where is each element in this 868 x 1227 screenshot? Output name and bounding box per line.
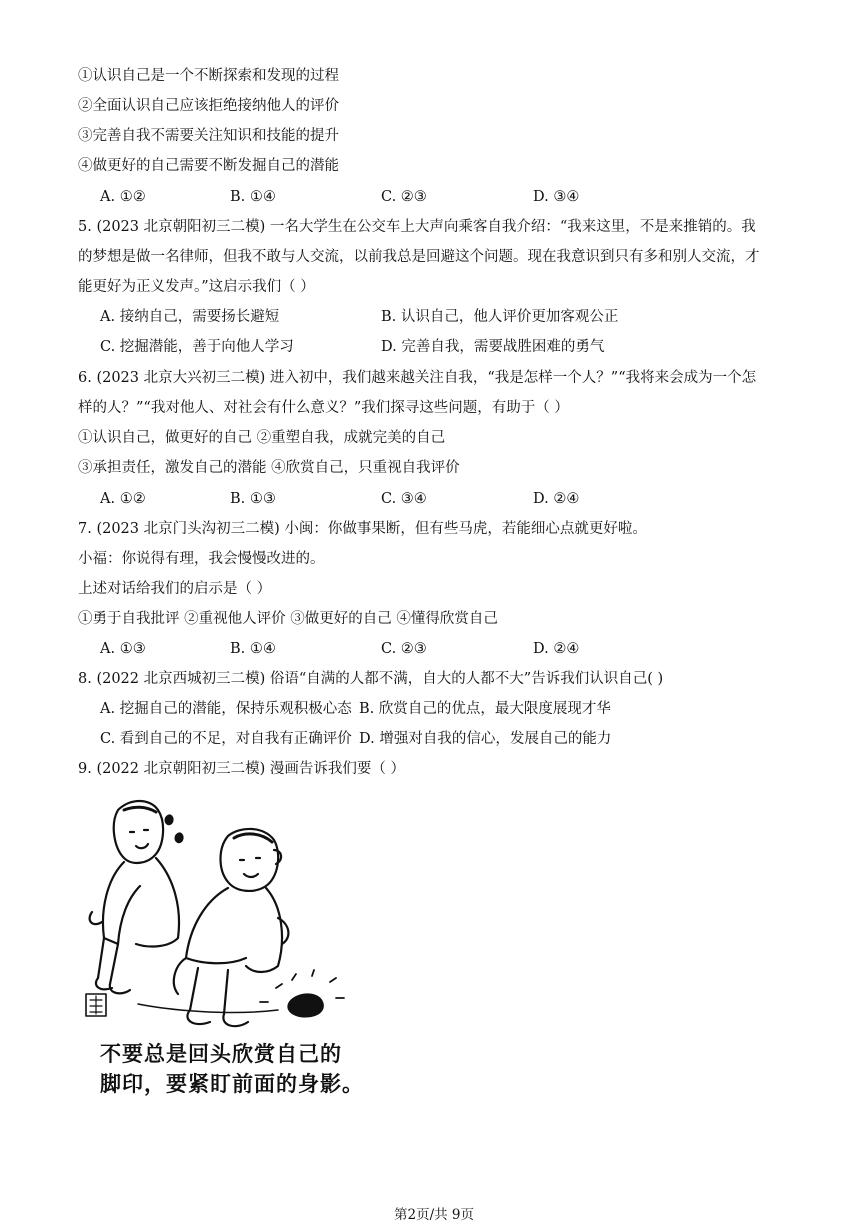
q8-option-c: C. 看到自己的不足，对自我有正确评价	[100, 731, 352, 747]
q4-option-c: C. ②③	[381, 189, 427, 205]
q8-option-a: A. 挖掘自己的潜能，保持乐观积极心态	[100, 701, 352, 717]
q6-statements-line-1: ①认识自己，做更好的自己 ②重塑自我，成就完美的自己	[78, 430, 446, 446]
q4-option-b: B. ①④	[230, 189, 276, 205]
q4-statement-1: ①认识自己是一个不断探索和发现的过程	[78, 68, 339, 84]
q7-statements: ①勇于自我批评 ②重视他人评价 ③做更好的自己 ④懂得欣赏自己	[78, 611, 498, 627]
q5-stem-line-3: 能更好为正义发声。”这启示我们（ ）	[78, 279, 315, 295]
q7-option-d: D. ②④	[533, 641, 580, 657]
cartoon-caption-line-2: 脚印，要紧盯前面的身影。	[100, 1072, 364, 1096]
q9-stem: 9. (2022 北京朝阳初三二模) 漫画告诉我们要（ ）	[78, 761, 405, 777]
q7-option-a: A. ①③	[100, 641, 146, 657]
q6-option-c: C. ③④	[381, 491, 427, 507]
q5-option-b: B. 认识自己，他人评价更加客观公正	[381, 309, 619, 325]
q7-stem-line-3: 上述对话给我们的启示是（ ）	[78, 581, 272, 597]
q6-option-d: D. ②④	[533, 491, 580, 507]
q7-option-b: B. ①④	[230, 641, 276, 657]
q7-option-c: C. ②③	[381, 641, 427, 657]
q6-statements-line-2: ③承担责任，激发自己的潜能 ④欣赏自己，只重视自我评价	[78, 460, 460, 476]
q8-stem: 8. (2022 北京西城初三二模) 俗语“自满的人都不满，自大的人都不大”告诉我们认识自己( )	[78, 671, 664, 687]
q4-statement-3: ③完善自我不需要关注知识和技能的提升	[78, 128, 339, 144]
q4-statement-4: ④做更好的自己需要不断发掘自己的潜能	[78, 158, 339, 174]
q7-stem-line-1: 7. (2023 北京门头沟初三二模) 小闽：你做事果断，但有些马虎，若能细心点就更好啦。	[78, 521, 647, 537]
q5-option-c: C. 挖掘潜能，善于向他人学习	[100, 339, 294, 355]
q6-stem-line-1: 6. (2023 北京大兴初三二模) 进入初中，我们越来越关注自我，“我是怎样一个人？”“我将来会成为一个怎	[78, 370, 757, 386]
q4-option-a: A. ①②	[100, 189, 146, 205]
page-number: 第2页/共 9页	[393, 1207, 475, 1223]
q4-statement-2: ②全面认识自己应该拒绝接纳他人的评价	[78, 98, 339, 114]
q6-option-b: B. ①③	[230, 491, 276, 507]
q8-option-d: D. 增强对自我的信心，发展自己的能力	[359, 731, 612, 747]
cartoon-caption-line-1: 不要总是回头欣赏自己的	[100, 1042, 342, 1066]
q4-option-d: D. ③④	[533, 189, 580, 205]
q6-option-a: A. ①②	[100, 491, 146, 507]
q6-stem-line-2: 样的人？”“我对他人、对社会有什么意义？”我们探寻这些问题，有助于（ ）	[78, 400, 569, 416]
q5-option-d: D. 完善自我，需要战胜困难的勇气	[381, 339, 605, 355]
q5-stem-line-1: 5. (2023 北京朝阳初三二模) 一名大学生在公交车上大声向乘客自我介绍：“我来这里，不是来推销的。我	[78, 219, 756, 235]
q5-option-a: A. 接纳自己，需要扬长避短	[100, 309, 280, 325]
q5-stem-line-2: 的梦想是做一名律师，但我不敢与人交流，以前我总是回避这个问题。现在我意识到只有多和别人交流，才	[78, 249, 760, 265]
q7-stem-line-2: 小福：你说得有理，我会慢慢改进的。	[78, 551, 325, 567]
q8-option-b: B. 欣赏自己的优点，最大限度展现才华	[359, 701, 611, 717]
